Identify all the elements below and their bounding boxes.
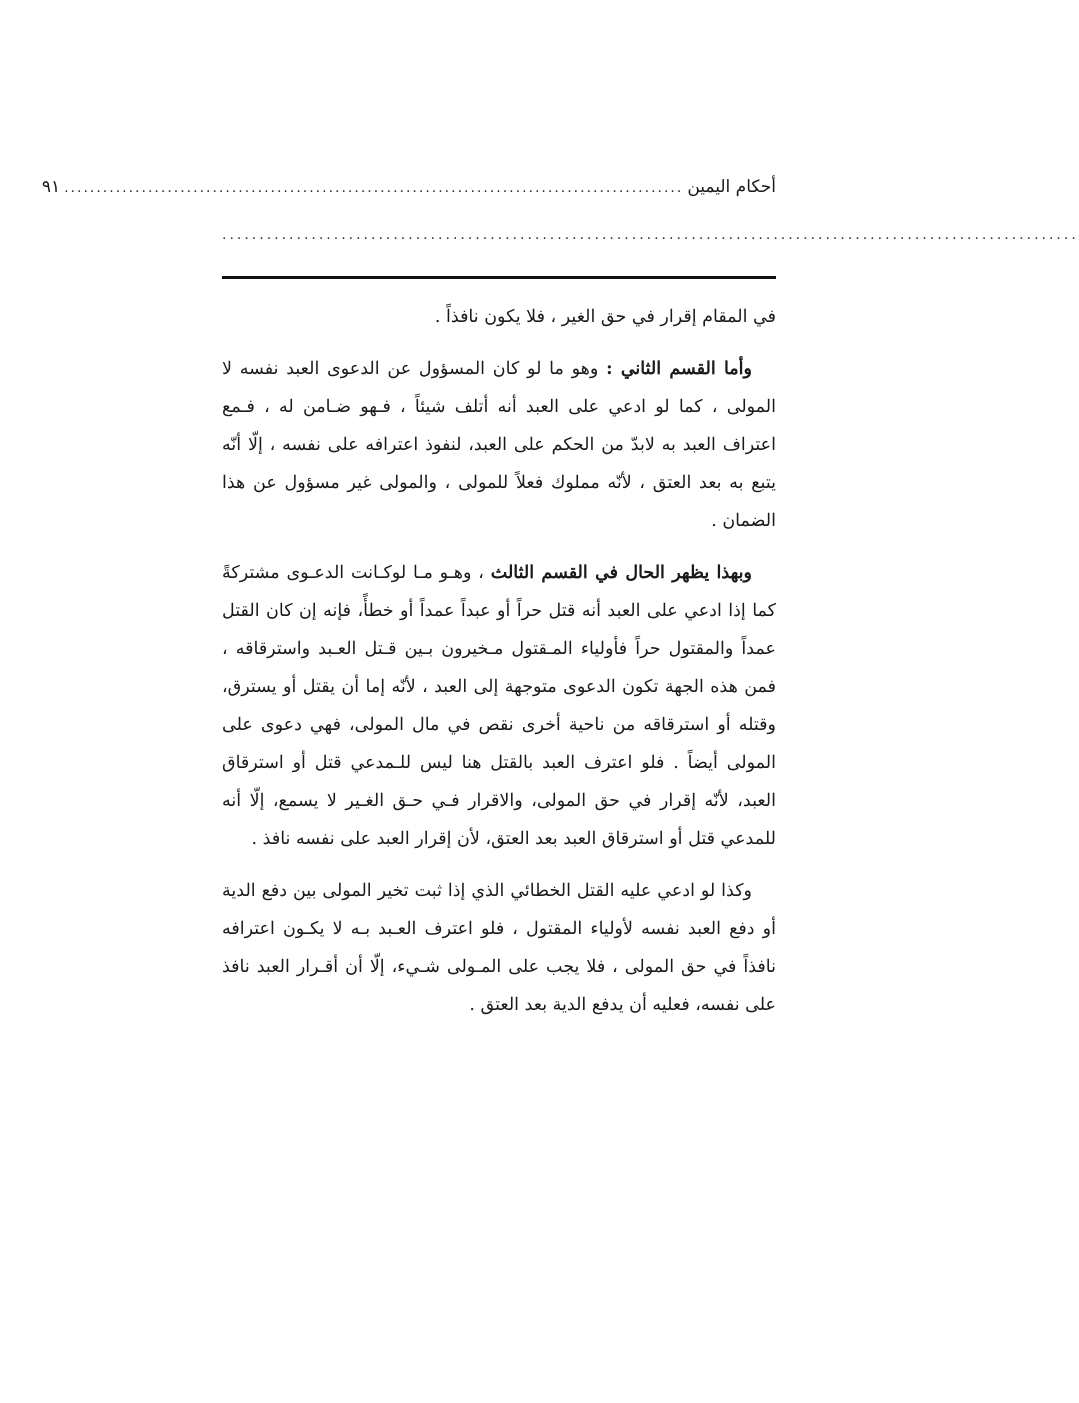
paragraph-accidental-killing: [222, 872, 776, 1024]
header-title: أحكام اليمين: [687, 177, 776, 197]
paragraph-3-heading: وبهذا يظهر الحال في القسم الثالث: [490, 563, 752, 583]
paragraph-2-text: وهو ما لو كان المسؤول عن الدعوى العبد نفسه لا المولى ، كما لو ادعي على العبد أنه أتلف شيئاً ، فـهو ضـامن له ، فـمع اعتراف العبد به لابدّ من الحكم على العبد، لنفوذ اعترافه على نفسه ، إلّا أنّه يتبع به بعد العتق ، لأنّه مملوك فعلاً للمولى ، والمولى غير مسؤول عن هذا الضمان .: [222, 359, 776, 531]
body-text: [222, 298, 776, 1024]
paragraph-3-text: ، وهـو مـا لوكـانت الدعـوى مشتركةً كما إذا ادعي على العبد أنه قتل حراً أو عبداً عمداً أو خطأً، فإنه إن كان القتل عمداً والمقتول حراً فأولياء المـقتول مـخيرون بـين قـتل العـبد واسترقاقه ، فمن هذه الجهة تكون الدعوى متوجهة إلى العبد ، لأنّه إما أن يقتل أو يسترق، وقتله أو استرقاقه من ناحية أخرى نقص في مال المولى، فهي دعوى على المولى أيضاً . فلو اعترف العبد بالقتل هنا ليس للـمدعي قتل أو استرقاق العبد، لأنّه إقرار في حق المولى، والاقرار فـي حـق الغـير لا يسمع، إلّا أنه للمدعي قتل أو استرقاق العبد بعد العتق، لأن إقرار العبد على نفسه نافذ .: [222, 563, 776, 849]
paragraph-second-section: [222, 350, 776, 540]
paragraph-continuation: [222, 298, 776, 336]
paragraph-third-section: [222, 554, 776, 858]
paragraph-2-heading: وأما القسم الثاني :: [606, 359, 752, 379]
dotted-line: ...................................................................................................................: [222, 227, 1079, 243]
header-rule: [222, 276, 776, 279]
running-header: [41, 172, 776, 202]
paragraph-1-text: في المقام إقرار في حق الغير ، فلا يكون نافذاً .: [434, 307, 776, 327]
page-number: ٩١: [41, 177, 61, 197]
paragraph-4-text: وكذا لو ادعي عليه القتل الخطائي الذي إذا ثبت تخير المولى بين دفع الدية أو دفع العبد نفسه لأولياء المقتول ، فلو اعترف العـبد بـه لا يكـون اعترافه نافذاً في حق المولى ، فلا يجب على المـولى شـيء، إلّا أن أقـرار العبد نافذ على نفسه، فعليه أن يدفع الدية بعد العتق .: [222, 881, 776, 1015]
header-leader-dots: ................................................................................................: [64, 180, 684, 196]
